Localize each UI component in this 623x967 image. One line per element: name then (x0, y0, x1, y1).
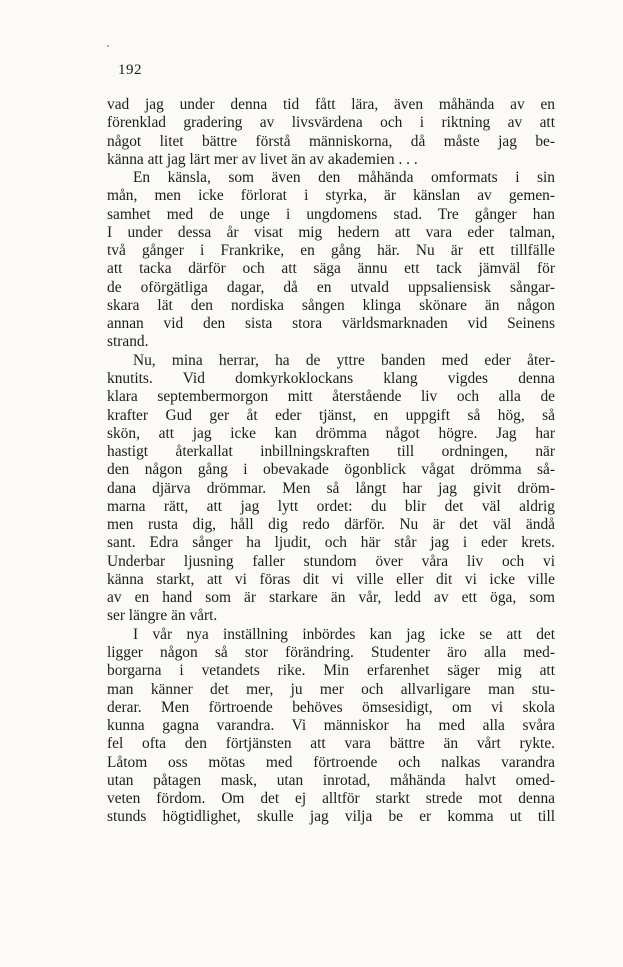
text-line: ligger någon så stor förändring. Studenter äro alla med- (107, 643, 555, 661)
text-line: att tacka därför och att säga ännu ett tack jämväl för (107, 260, 555, 278)
text-line: samhet med de unge i ungdomens stad. Tre gånger han (107, 205, 555, 223)
text-line: något litet bättre förstå människorna, då måste jag be- (107, 132, 555, 150)
text-line: borgarna i vetandets rike. Min erfarenhet säger mig att (107, 662, 555, 680)
text-line: av en hand som är starkare än vår, ledd av ett öga, som (107, 589, 555, 607)
text-line: I vår nya inställning inbördes kan jag icke se att det (133, 625, 555, 643)
text-line: derar. Men förtroende behöves ömsesidigt, om vi skola (107, 698, 555, 716)
text-line: förenklad gradering av livsvärdena och i riktning av att (107, 114, 555, 132)
page-number: 192 (118, 62, 142, 78)
text-line: två gånger i Frankrike, en gång här. Nu är ett tillfälle (107, 242, 555, 260)
text-line: knutits. Vid domkyrkoklockans klang vigdes denna (107, 369, 555, 387)
body-text (107, 96, 555, 827)
text-line: den någon gång i obevakade ögonblick vågat drömma så- (107, 461, 555, 479)
text-line: men rusta dig, håll dig redo därför. Nu är det väl ändå (107, 516, 555, 534)
text-line: klara septembermorgon mitt återstående liv och alla de (107, 388, 555, 406)
text-line: Låtom oss mötas med förtroende och nalkas varandra (107, 753, 555, 771)
text-line: skara lät den nordiska sången klinga skönare än någon (107, 296, 555, 314)
text-line: ser längre än vårt. (107, 607, 218, 625)
text-line: skön, att jag icke kan drömma något högre. Jag har (107, 424, 555, 442)
text-line: Nu, mina herrar, ha de yttre banden med eder åter- (133, 351, 555, 369)
text-line: annan vid den sista stora världsmarknaden vid Seinens (107, 315, 555, 333)
text-line: fel ofta den förtjänsten att vara bättre än vårt rykte. (107, 735, 555, 753)
text-line: sant. Edra sånger ha ljudit, och här står jag i eder krets. (107, 534, 555, 552)
paper-speck (107, 45, 109, 47)
text-line: marna rätt, att jag lytt ordet: du blir det väl aldrig (107, 497, 555, 515)
text-line: mån, men icke förlorat i styrka, är känslan av gemen- (107, 187, 555, 205)
text-line: I under dessa år visat mig hedern att vara eder talman, (107, 223, 555, 241)
text-line: stunds högtidlighet, skulle jag vilja be er komma ut till (107, 808, 555, 826)
text-line: Underbar ljusning faller stundom över våra liv och vi (107, 552, 555, 570)
text-line: krafter Gud ger åt eder tjänst, en uppgift så hög, så (107, 406, 555, 424)
text-line: kunna gagna varandra. Vi människor ha med alla svåra (107, 717, 555, 735)
text-line: hastigt återkallat inbillningskraften till ordningen, när (107, 443, 555, 461)
text-line: man känner det mer, ju mer och allvarligare man stu- (107, 680, 555, 698)
text-line: känna starkt, att vi föras dit vi ville eller dit vi icke ville (107, 570, 555, 588)
text-line: veten fördom. Om det ej alltför starkt strede mot denna (107, 790, 555, 808)
text-line: vad jag under denna tid fått lära, även måhända av en (107, 96, 555, 113)
text-line: En känsla, som även den måhända omformats i sin (133, 169, 555, 187)
text-line: strand. (107, 333, 149, 351)
text-line: de oförgätliga dagar, då en utvald uppsaliensisk sångar- (107, 278, 555, 296)
text-line: känna att jag lärt mer av livet än av akademien . . . (107, 150, 418, 168)
text-line: utan påtagen mask, utan inrotad, måhända halvt omed- (107, 771, 555, 789)
text-line: dana djärva drömmar. Men så långt har jag givit dröm- (107, 479, 555, 497)
